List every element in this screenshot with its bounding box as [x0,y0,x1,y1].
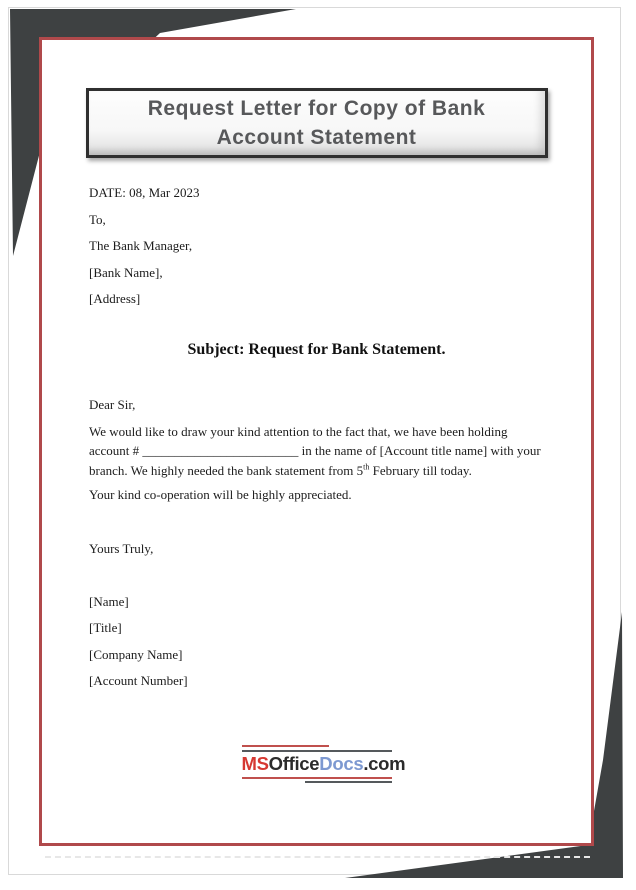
page-shadow-dashes [45,856,590,858]
signature-title: [Title] [89,620,122,636]
date-line: DATE: 08, Mar 2023 [89,185,200,200]
signature-name: [Name] [89,593,129,609]
account-number-blank: ________________________ [142,443,299,459]
letter-body [89,180,544,783]
body-paragraph [89,422,544,480]
closing: Yours Truly, [89,541,154,557]
body-text-part2: in the name of [Account title name] with your branch. We highly needed the bank statement from 5 [89,443,541,478]
title-box [86,88,548,158]
logo-com-text: .com [363,752,406,774]
body-text-part3: February till today. [369,462,472,478]
msofficedocs-logo [241,745,406,783]
page-title-line1: Request Letter for Copy of Bank [147,97,486,120]
signature-company: [Company Name] [89,646,183,662]
signature-account-number: [Account Number] [89,673,188,689]
recipient-line-address: [Address] [89,291,141,306]
logo-rule-top-red [242,745,329,747]
logo-rule-bottom-gray [305,781,392,783]
logo-docs-text: Docs [319,752,364,774]
recipient-line-to: To, [89,211,106,227]
ordinal-suffix: th [363,462,370,472]
recipient-line-bank-name: [Bank Name], [89,264,163,280]
subject-line: Subject: Request for Bank Statement. [187,340,446,358]
signature-block [89,589,544,695]
logo-ms-text: MS [241,752,269,774]
recipient-line-manager: The Bank Manager, [89,238,193,253]
recipient-block [89,207,544,313]
body-text-part1: We would like to draw your kind attention to the fact that, we have been holding account # [89,424,508,459]
logo-office-text: Office [268,752,320,774]
letter-page [39,37,594,846]
salutation: Dear Sir, [89,396,136,412]
body-paragraph-2: Your kind co-operation will be highly appreciated. [89,486,352,502]
logo-wordmark [241,752,406,777]
page-title-line2: Account Statement [216,126,417,149]
logo-rule-bottom-red [242,777,392,779]
